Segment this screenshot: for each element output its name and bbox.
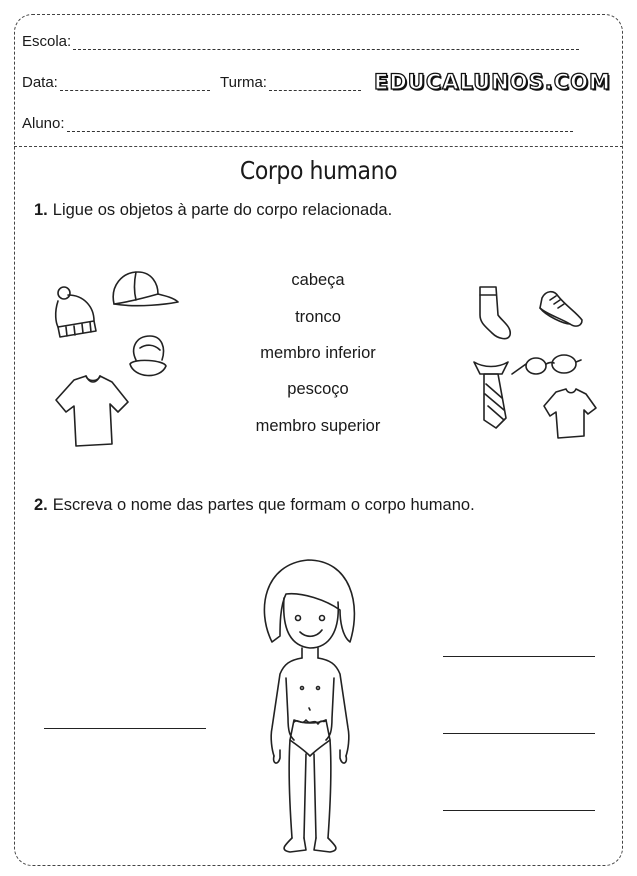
class-line[interactable] (269, 76, 361, 91)
answer-line-right-1[interactable] (443, 656, 595, 657)
cap-icon (108, 268, 180, 313)
date-line[interactable] (60, 76, 210, 91)
question-2 (34, 496, 475, 515)
question-1 (34, 201, 392, 220)
part-word-pescoco: pescoço (287, 380, 349, 398)
date-label: Data: (22, 74, 58, 91)
child-body-figure (250, 550, 370, 860)
glasses-icon (508, 350, 583, 382)
tie-icon (470, 358, 512, 430)
school-label: Escola: (22, 33, 72, 50)
answer-line-left[interactable] (44, 728, 206, 729)
tshirt-icon (52, 372, 134, 452)
part-word-cabeca: cabeça (291, 271, 345, 289)
brand-logo: EDUCALUNOS.COM (374, 70, 611, 94)
date-field (22, 74, 210, 91)
part-word-tronco: tronco (295, 308, 341, 326)
class-label: Turma: (220, 74, 267, 91)
part-word-membro-superior: membro superior (255, 417, 381, 435)
question-2-text: Escreva o nome das partes que formam o corpo humano. (52, 496, 475, 514)
sock-icon (470, 283, 516, 343)
sneaker-icon (536, 284, 586, 332)
part-word-membro-inferior: membro inferior (260, 344, 376, 362)
question-1-text: Ligue os objetos à parte do corpo relacionada. (52, 201, 393, 219)
page-title: Corpo humano (239, 156, 398, 185)
answer-line-right-3[interactable] (443, 810, 595, 811)
school-field (22, 33, 579, 50)
student-label: Aluno: (22, 115, 65, 132)
question-1-number: 1. (34, 201, 48, 219)
shirt-icon (540, 386, 600, 442)
school-line[interactable] (73, 35, 579, 50)
question-2-number: 2. (34, 496, 48, 514)
answer-line-right-2[interactable] (443, 733, 595, 734)
student-line[interactable] (67, 117, 573, 132)
class-field (220, 74, 361, 91)
beanie-hat-icon (50, 285, 100, 340)
header-divider (14, 146, 623, 147)
student-field (22, 115, 573, 132)
